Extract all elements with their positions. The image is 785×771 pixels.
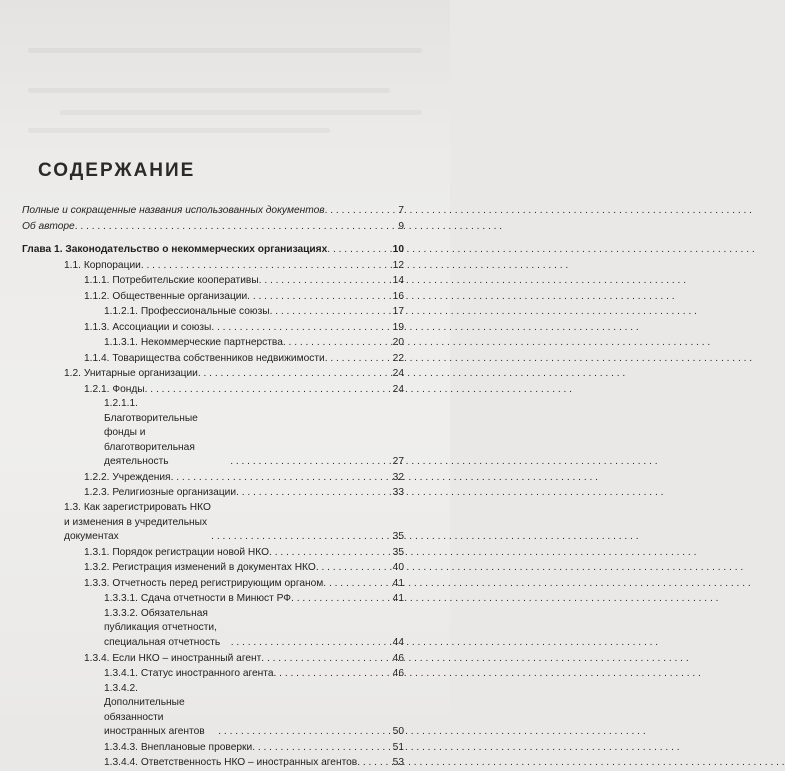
toc-entry-title: 1.2.3. Религиозные организации [84,487,237,499]
bleed-through-line [60,110,422,115]
toc-entry[interactable] [22,576,404,592]
toc-entry-page: 9 [398,220,404,232]
toc-entry-page: 16 [392,290,404,302]
toc-entry-title: 1.3.4.1. Статус иностранного агента [104,668,274,680]
toc-entry[interactable] [22,545,404,561]
toc-entry-title: 1.1.3. Ассоциации и союзы [84,321,212,333]
toc-entry-page: 20 [392,337,404,348]
toc-entry-title: 1.3.4.3. Внеплановые проверки [104,741,253,753]
toc-entry[interactable] [22,203,404,219]
toc-entry-page: 51 [392,741,404,753]
toc-entry-title: 1.1.1. Потребительские кооперативы [84,275,259,286]
toc-entry[interactable] [22,258,404,274]
bleed-through-line [28,128,330,133]
toc-entry-page: 40 [392,562,404,574]
toc-entry-page: 12 [392,259,404,271]
toc-entry-page: 7 [398,205,404,216]
toc-entry[interactable] [22,351,404,367]
toc-entry-title: 1.3.4.4. Ответственность НКО – иностранных агентов [104,757,358,769]
toc-entry[interactable] [22,273,404,289]
toc-entry-page: 53 [392,757,404,769]
toc-entry[interactable] [22,560,404,576]
toc-entry-page: 41 [392,577,404,589]
toc-entry-title: 1.3.1. Порядок регистрации новой НКО [84,546,270,558]
toc-entry[interactable] [22,289,404,305]
toc-entry-page: 44 [392,637,404,649]
toc-entry-title: 1.3.2. Регистрация изменений в документах НКО [84,562,316,574]
toc-entry[interactable] [22,382,404,398]
toc-entry-page: 41 [392,593,404,605]
toc-entry-page: 46 [392,652,404,664]
toc-entry-page: 19 [392,321,404,333]
toc-entry-page: 24 [392,368,404,379]
toc-entry-page: 17 [392,306,404,317]
toc-entry-title: 1.3.4. Если НКО – иностранный агент [84,652,262,664]
toc-entry-page: 33 [392,487,404,499]
toc-entry[interactable] [22,335,404,351]
toc-entry[interactable] [22,219,404,235]
toc-entry-title: 1.1.4. Товарищества собственников недвижимости [84,352,325,364]
toc-entry-page: 46 [392,668,404,680]
toc-entry-page: 14 [392,275,404,286]
toc-entry-title: 1.3.3.2. Обязательная публикация отчетности, специальная отчетность [104,607,221,648]
toc-entry-title: 1.3. Как зарегистрировать НКО и изменения в учредительных документах [64,501,211,543]
page-title: СОДЕРЖАНИЕ [38,160,196,181]
bleed-through-line [28,88,390,93]
table-of-contents [22,203,404,771]
toc-entry-title: 1.3.4.2. Дополнительные обязанности иностранных агентов [104,682,205,738]
toc-entry[interactable] [22,666,404,682]
toc-entry-page: 35 [392,546,404,558]
toc-entry[interactable] [22,366,404,382]
toc-entry-page: 32 [392,471,404,483]
toc-entry[interactable] [22,591,404,607]
toc-entry-title: 1.1.3.1. Некоммерческие партнерства [104,337,283,348]
toc-chapter[interactable] [22,242,404,258]
toc-entry-title: 1.3.3. Отчетность перед регистрирующим органом [84,577,324,589]
toc-entry-page: 35 [392,531,404,543]
toc-entry-title: Глава 1. Законодательство о некоммерческих организациях [22,244,328,255]
toc-entry-page: 22 [392,352,404,364]
toc-entry-page: 27 [392,456,404,468]
bleed-through-line [28,48,422,53]
toc-entry-title: Полные и сокращенные названия использованных документов [22,205,325,216]
toc-entry-page: 24 [392,383,404,395]
toc-entry-title: 1.3.3.1. Сдача отчетности в Минюст РФ [104,593,292,605]
toc-entry-title: Об авторе [22,220,75,232]
toc-entry[interactable] [22,755,404,771]
toc-entry[interactable] [22,397,404,470]
toc-entry[interactable] [22,607,404,651]
toc-entry-title: 1.2.1. Фонды [84,383,145,395]
toc-entry[interactable] [22,320,404,336]
toc-entry-title: 1.2.2. Учреждения [84,471,171,483]
toc-entry-title: 1.1.2. Общественные организации [84,290,248,302]
toc-entry[interactable] [22,682,404,740]
toc-entry[interactable] [22,501,404,545]
toc-entry[interactable] [22,740,404,756]
toc-entry-title: 1.1. Корпорации [64,259,141,271]
toc-entry-page: 50 [392,726,404,738]
toc-entry[interactable] [22,304,404,320]
toc-entry[interactable] [22,470,404,486]
toc-entry-page: 10 [392,244,404,255]
toc-entry-title: 1.1.2.1. Профессиональные союзы [104,306,270,317]
toc-entry[interactable] [22,651,404,667]
toc-entry[interactable] [22,485,404,501]
toc-entry-title: 1.2. Унитарные организации [64,368,198,379]
toc-entry-title: 1.2.1.1. Благотворительные фонды и благотворительная деятельность [104,398,198,468]
